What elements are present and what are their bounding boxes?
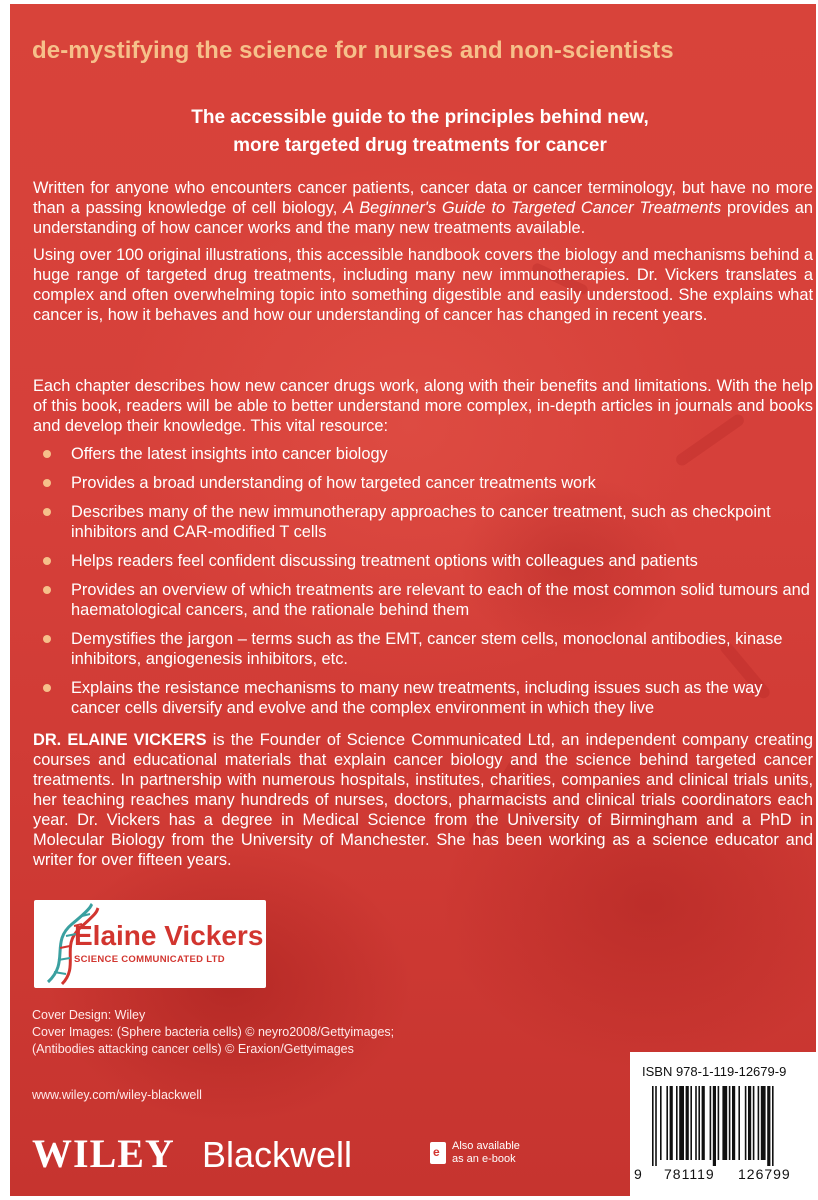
credit-line: (Antibodies attacking cancer cells) © Eraxion/Gettyimages [32,1042,354,1056]
logo-subtitle: SCIENCE COMMUNICATED LTD [74,954,225,965]
barcode-bar [713,1086,716,1166]
barcode-bar [655,1086,657,1166]
barcode-bar [753,1086,755,1160]
feature-item: Demystifies the jargon – terms such as the EMT, cancer stem cells, monoclonal antibodies, kinase inhibitors, angiogenesis inhibitors, etc. [33,629,813,669]
barcode-bar [702,1086,705,1160]
ebook-glyph: e [433,1145,440,1159]
illustrations-paragraph: Using over 100 original illustrations, this accessible handbook covers the biology and mechanisms behind a huge range of targeted drug treatments, including many new immunotherapies. Dr. Vickers translates a complex and often overwhelming topic into something digestible and easily understood. She explains what cancer is, how it behaves and how our understanding of cancer has changed in recent years. [33,246,813,324]
publisher-url: www.wiley.com/wiley-blackwell [32,1088,202,1102]
barcode-bar [718,1086,720,1160]
book-title: A Beginner's Guide to Targeted Cancer Treatments [343,199,722,217]
barcode-bar [758,1086,760,1160]
feature-item: Describes many of the new immunotherapy approaches to cancer treatment, such as checkpoint inhibitors and CAR-modified T cells [33,502,813,542]
credit-line: Cover Images: (Sphere bacteria cells) © neyro2008/Gettyimages; [32,1025,395,1039]
wiley-logo: WILEY [32,1131,175,1176]
barcode-bar [748,1086,751,1160]
intro-text-before: Written for anyone who encounters cancer patients, cancer data or cancer terminology, but have no more than a passing knowledge of cell biology, [33,179,813,217]
barcode-bar [698,1086,700,1160]
barcode-bar [690,1086,692,1160]
cover-credits [32,1007,512,1058]
barcode-bar [686,1086,689,1160]
barcode-bar [710,1086,712,1160]
back-cover [10,4,816,1196]
isbn-number: ISBN 978-1-119-12679-9 [642,1064,787,1079]
barcode-bar [660,1086,662,1160]
barcode-bar [761,1086,766,1160]
author-name: DR. ELAINE VICKERS [33,731,207,749]
subheading [100,104,740,160]
feature-item: Provides an overview of which treatments are relevant to each of the most common solid tumours and haematological cancers, and the rationale behind them [33,580,813,620]
subheading-line-2: more targeted drug treatments for cancer [233,135,607,156]
logo-name: Elaine Vickers [74,920,264,951]
blackwell-imprint: Blackwell [202,1134,353,1175]
feature-item: Offers the latest insights into cancer biology [33,444,813,464]
intro-text-after: provides an understanding of how cancer works and the many new treatments available. [33,199,813,237]
barcode-bar [695,1086,697,1160]
author-logo [34,900,266,988]
credit-line: Cover Design: Wiley [32,1008,146,1022]
barcode-bar [732,1086,735,1160]
barcode-bar [652,1086,654,1166]
barcode-bar [767,1086,770,1166]
barcode-digits-right: 126799 [738,1166,791,1182]
author-bio [33,730,813,870]
barcode-bar [722,1086,727,1160]
chapters-paragraph: Each chapter describes how new cancer drugs work, along with their benefits and limitations. With the help of this book, readers will be able to better understand more complex, in-depth articles in journals and books and develop their knowledge. This vital resource: [33,377,813,435]
barcode-bar [666,1086,668,1160]
barcode-digits-left: 781119 [664,1166,715,1182]
intro-paragraph [33,178,813,238]
barcode-bar [772,1086,774,1166]
barcode-bar [676,1086,678,1160]
ebook-icon [430,1142,446,1164]
barcode-digit-prefix: 9 [634,1166,643,1182]
barcode-panel [630,1052,816,1196]
tagline: de-mystifying the science for nurses and non-scientists [32,37,674,64]
barcode [652,1086,810,1166]
feature-item: Explains the resistance mechanisms to many new treatments, including issues such as the way cancer cells diversify and evolve and the complex environment in which they live [33,678,813,718]
barcode-bar [729,1086,731,1160]
feature-list [33,444,813,727]
barcode-bar [670,1086,673,1160]
feature-item: Helps readers feel confident discussing treatment options with colleagues and patients [33,551,813,571]
ebook-availability: Also available as an e-book [452,1140,520,1165]
barcode-bar [738,1086,740,1160]
barcode-bar [679,1086,684,1160]
subheading-line-1: The accessible guide to the principles behind new, [191,107,649,128]
feature-item: Provides a broad understanding of how targeted cancer treatments work [33,473,813,493]
barcode-bar [745,1086,747,1160]
author-bio-text: is the Founder of Science Communicated Ltd, an independent company creating courses and educational materials that explain cancer biology and the science behind targeted cancer treatments. In partnership with numerous hospitals, institutes, charities, companies and clinical trials units, her teaching reaches many hundreds of nurses, doctors, pharmacists and clinical trials coordinators each year. Dr. Vickers has a degree in Medical Science from the University of Birmingham and a PhD in Molecular Biology from the University of Manchester. She has been working as a science educator and writer for over fifteen years. [33,731,813,869]
